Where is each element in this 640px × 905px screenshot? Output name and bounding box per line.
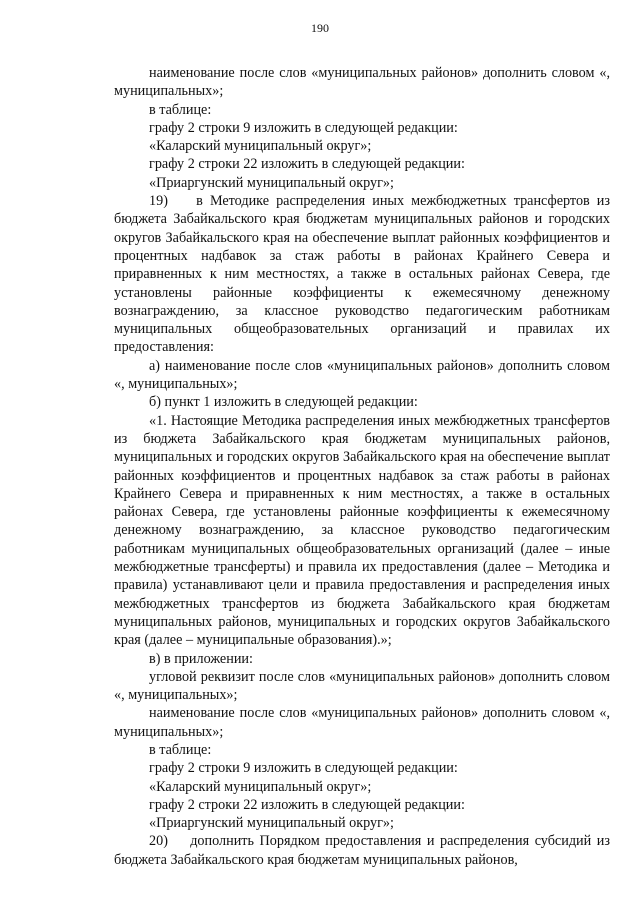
- paragraph-in-table-2: в таблице:: [149, 741, 212, 758]
- paragraph-item-a: а) наименование после слов «муниципальных районов» дополнить словом «, муниципальных»;: [114, 357, 610, 393]
- paragraph-row22-edit-2: графу 2 строки 22 изложить в следующей редакции:: [149, 796, 465, 813]
- paragraph-corner-requisite: угловой реквизит после слов «муниципальных районов» дополнить словом «, муниципальных»;: [114, 668, 610, 704]
- paragraph-kalar: «Каларский муниципальный округ»;: [149, 138, 372, 155]
- paragraph-item-b: б) пункт 1 изложить в следующей редакции:: [149, 394, 418, 411]
- paragraph-priargun: «Приаргунский муниципальный округ»;: [149, 174, 394, 191]
- paragraph-row9-edit: графу 2 строки 9 изложить в следующей редакции:: [149, 119, 458, 136]
- document-body: [114, 64, 610, 869]
- paragraph-clause-1: «1. Настоящие Методика распределения иных межбюджетных трансфертов из бюджета Забайкальского края бюджетам муниципальных районов, муниципальных и городских округов Забайкальского края на обеспечение выплат районных коэффициентов и процентных надбавок за стаж работы в районах Крайнего Севера и приравненных к ним местностях, а также в остальных районах Севера, где установлены районные коэффициенты к ежемесячному денежному вознаграждению, за классное руководство педагогическим работникам муниципальных общеобразовательных организаций (далее – иные межбюджетные трансферты) и правила их предоставления (далее – Методика и правила) устанавливают цели и правила предоставления и распределения иных межбюджетных трансфертов из бюджета Забайкальского края бюджетам муниципальных районов, муниципальных и городских округов Забайкальского края (далее – муниципальные образования).»;: [114, 412, 610, 649]
- paragraph-heading-change: наименование после слов «муниципальных районов» дополнить словом «, муниципальных»;: [114, 65, 610, 100]
- paragraph-priargun-2: «Приаргунский муниципальный округ»;: [149, 815, 394, 832]
- paragraph-in-table: в таблице:: [149, 101, 212, 118]
- paragraph-row22-edit: графу 2 строки 22 изложить в следующей редакции:: [149, 156, 465, 173]
- page-number: 190: [311, 21, 329, 35]
- paragraph-item-19: 19) в Методике распределения иных межбюджетных трансфертов из бюджета Забайкальского края бюджетам муниципальных районов и городских округов Забайкальского края на обеспечение выплат районных коэффициентов и процентных надбавок за стаж работы в районах Крайнего Севера и приравненных к ним местностях, а также в остальных районах Севера, где установлены районные коэффициенты к ежемесячному денежному вознаграждению, за классное руководство педагогическим работникам муниципальных общеобразовательных организаций и правилах их предоставления:: [114, 193, 610, 356]
- paragraph-item-v: в) в приложении:: [149, 650, 253, 667]
- paragraph-heading-change-2: наименование после слов «муниципальных районов» дополнить словом «, муниципальных»;: [114, 705, 610, 740]
- paragraph-item-20: 20) дополнить Порядком предоставления и распределения субсидий из бюджета Забайкальского края бюджетам муниципальных районов,: [114, 833, 610, 868]
- paragraph-row9-edit-2: графу 2 строки 9 изложить в следующей редакции:: [149, 760, 458, 777]
- paragraph-kalar-2: «Каларский муниципальный округ»;: [149, 778, 372, 795]
